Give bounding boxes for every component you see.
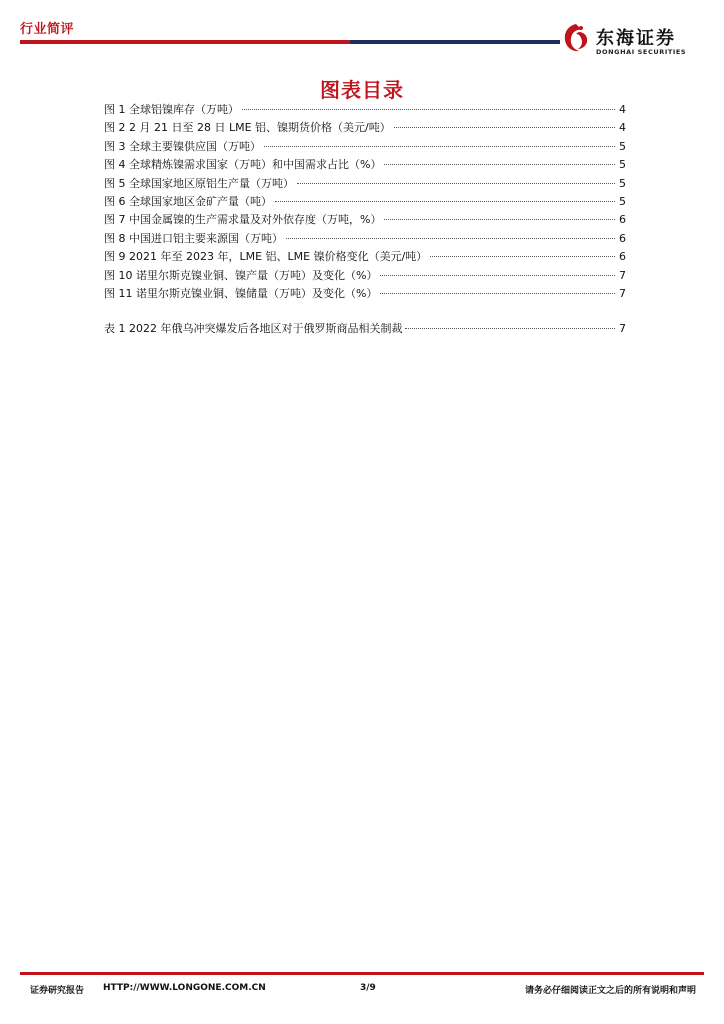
toc-title: 图表目录 (320, 78, 404, 102)
toc-entry-figure-2[interactable] (104, 119, 626, 137)
toc-entry-figure-1[interactable] (104, 101, 626, 119)
toc-entry-page: 4 (619, 121, 626, 135)
page-header (0, 0, 724, 60)
toc-leader-dots (286, 238, 615, 239)
toc-entry-page: 5 (619, 139, 626, 153)
toc-entry-label: 图 4 全球精炼镍需求国家（万吨）和中国需求占比（%） (104, 158, 382, 172)
toc-leader-dots (430, 256, 615, 257)
toc-leader-dots (297, 183, 615, 184)
toc-entry-page: 5 (619, 158, 626, 172)
toc-entry-figure-7[interactable] (104, 211, 626, 229)
toc-leader-dots (405, 328, 615, 329)
toc-leader-dots (384, 219, 615, 220)
footer-website-link[interactable]: HTTP://WWW.LONGONE.COM.CN (103, 983, 266, 993)
toc-entry-figure-10[interactable] (104, 267, 626, 285)
page-number: 3/9 (360, 983, 376, 993)
toc-leader-dots (380, 275, 615, 276)
toc-entry-table-1[interactable] (104, 320, 626, 338)
toc-entry-label: 图 5 全球国家地区原铝生产量（万吨） (104, 176, 294, 190)
toc-entry-label: 图 9 2021 年至 2023 年，LME 铝、LME 镍价格变化（美元/吨） (104, 250, 428, 264)
toc-entry-figure-5[interactable] (104, 175, 626, 193)
toc-entry-page: 5 (619, 176, 626, 190)
toc-entry-label: 图 10 诺里尔斯克镍业铜、镍产量（万吨）及变化（%） (104, 268, 378, 282)
toc-leader-dots (380, 293, 615, 294)
toc-leader-dots (264, 146, 615, 147)
toc-entry-page: 7 (619, 268, 626, 282)
toc-entry-figure-11[interactable] (104, 285, 626, 303)
toc-entry-page: 4 (619, 103, 626, 116)
toc-entry-label: 图 1 全球铝镍库存（万吨） (104, 103, 239, 116)
toc-entry-label: 图 3 全球主要镍供应国（万吨） (104, 139, 261, 153)
footer-report-type: 证券研究报告 (30, 986, 85, 996)
toc-leader-dots (242, 109, 615, 110)
toc-entry-page: 5 (619, 194, 626, 208)
toc-leader-dots (275, 201, 615, 202)
toc-entry-label: 图 6 全球国家地区金矿产量（吨） (104, 194, 272, 208)
toc-entry-figure-4[interactable] (104, 156, 626, 174)
page-footer (30, 983, 696, 999)
toc-entry-label: 图 8 中国进口铝主要来源国（万吨） (104, 231, 283, 245)
toc-leader-dots (384, 164, 615, 165)
figure-table-list (104, 101, 626, 339)
toc-entry-label: 表 1 2022 年俄乌冲突爆发后各地区对于俄罗斯商品相关制裁 (104, 322, 403, 336)
toc-entry-page: 6 (619, 213, 626, 227)
toc-entry-page: 7 (619, 322, 626, 336)
toc-entry-figure-3[interactable] (104, 138, 626, 156)
header-rule-navy (350, 40, 560, 44)
company-logo (560, 20, 705, 60)
toc-leader-dots (394, 127, 615, 128)
dragon-logo-icon (560, 22, 592, 54)
toc-entry-label: 图 11 诺里尔斯克镍业铜、镍储量（万吨）及变化（%） (104, 286, 378, 300)
toc-entry-page: 7 (619, 286, 626, 300)
toc-entry-page: 6 (619, 231, 626, 245)
toc-entry-label: 图 2 2 月 21 日至 28 日 LME 铝、镍期货价格（美元/吨） (104, 121, 391, 135)
toc-entry-figure-9[interactable] (104, 248, 626, 266)
toc-entry-figure-8[interactable] (104, 230, 626, 248)
toc-entry-page: 6 (619, 250, 626, 264)
toc-entry-figure-6[interactable] (104, 193, 626, 211)
toc-entry-label: 图 7 中国金属镍的生产需求量及对外依存度（万吨，%） (104, 213, 382, 227)
header-rule-red (20, 40, 350, 44)
logo-name-cn: 东海证券 (596, 28, 676, 49)
footer-disclaimer: 请务必仔细阅读正文之后的所有说明和声明 (524, 986, 696, 996)
footer-rule (20, 972, 704, 975)
logo-name-en: DONGHAI SECURITIES (596, 48, 687, 56)
section-tag: 行业简评 (20, 22, 75, 37)
